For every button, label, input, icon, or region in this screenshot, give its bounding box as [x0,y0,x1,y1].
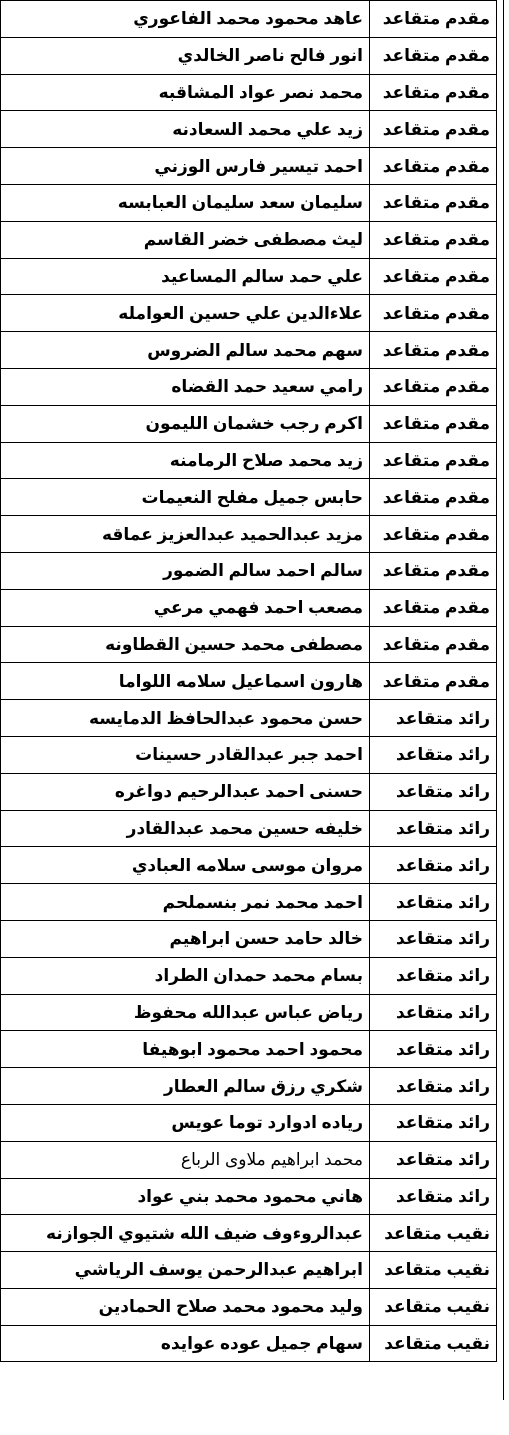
table-row [1,405,497,442]
name-cell: رياده ادوارد توما عويس [1,1104,370,1141]
rank-cell: رائد متقاعد [370,884,497,921]
table-row [1,700,497,737]
name-cell: علاءالدين علي حسين العوامله [1,295,370,332]
rank-cell: مقدم متقاعد [370,258,497,295]
table-row [1,1215,497,1252]
name-cell: خالد حامد حسن ابراهيم [1,920,370,957]
name-cell: محمد نصر عواد المشاقبه [1,74,370,111]
table-row [1,368,497,405]
rank-cell: مقدم متقاعد [370,332,497,369]
rank-cell: مقدم متقاعد [370,1,497,38]
rank-cell: نقيب متقاعد [370,1288,497,1325]
rank-cell: مقدم متقاعد [370,111,497,148]
table-row [1,736,497,773]
rank-cell: مقدم متقاعد [370,184,497,221]
rank-cell: نقيب متقاعد [370,1215,497,1252]
rank-cell: نقيب متقاعد [370,1325,497,1362]
table-row [1,1288,497,1325]
table-row [1,37,497,74]
name-cell: احمد جبر عبدالقادر حسينات [1,736,370,773]
name-cell: خليفه حسين محمد عبدالقادر [1,810,370,847]
rank-cell: رائد متقاعد [370,1068,497,1105]
rank-cell: رائد متقاعد [370,994,497,1031]
name-cell: مصطفى محمد حسين القطاونه [1,626,370,663]
rank-cell: مقدم متقاعد [370,74,497,111]
table-row [1,1178,497,1215]
name-cell: علي حمد سالم المساعيد [1,258,370,295]
table-row [1,552,497,589]
table-row [1,1104,497,1141]
name-cell: سهام جميل عوده عوايده [1,1325,370,1362]
rank-cell: مقدم متقاعد [370,589,497,626]
rank-cell: مقدم متقاعد [370,479,497,516]
name-cell: رياض عباس عبدالله محفوظ [1,994,370,1031]
name-cell: مروان موسى سلامه العبادي [1,847,370,884]
table-row [1,111,497,148]
name-cell: احمد محمد نمر بنسملحم [1,884,370,921]
table-row [1,810,497,847]
name-cell: ليث مصطفى خضر القاسم [1,221,370,258]
rank-cell: مقدم متقاعد [370,626,497,663]
rank-cell: مقدم متقاعد [370,221,497,258]
rank-cell: مقدم متقاعد [370,442,497,479]
table-row [1,663,497,700]
table-row [1,516,497,553]
rank-cell: رائد متقاعد [370,957,497,994]
rank-cell: رائد متقاعد [370,1178,497,1215]
table-row [1,589,497,626]
name-cell: سالم احمد سالم الضمور [1,552,370,589]
rank-cell: رائد متقاعد [370,1031,497,1068]
rank-cell: مقدم متقاعد [370,148,497,185]
name-cell: احمد تيسير فارس الوزني [1,148,370,185]
name-cell: اكرم رجب خشمان الليمون [1,405,370,442]
name-cell: انور فالح ناصر الخالدي [1,37,370,74]
name-cell: حسنى احمد عبدالرحيم دواغره [1,773,370,810]
page-border-line [503,0,504,1400]
table-row [1,626,497,663]
rank-cell: رائد متقاعد [370,773,497,810]
name-cell: بسام محمد حمدان الطراد [1,957,370,994]
rank-cell: مقدم متقاعد [370,405,497,442]
table-row [1,74,497,111]
table-row [1,442,497,479]
rank-cell: مقدم متقاعد [370,368,497,405]
rank-cell: مقدم متقاعد [370,663,497,700]
table-row [1,847,497,884]
table-row [1,332,497,369]
table-row [1,957,497,994]
name-cell: حابس جميل مفلح النعيمات [1,479,370,516]
name-cell: مزيد عبدالحميد عبدالعزيز عماقه [1,516,370,553]
table-row [1,1,497,38]
rank-cell: مقدم متقاعد [370,552,497,589]
name-cell: هاني محمود محمد بني عواد [1,1178,370,1215]
table-row [1,221,497,258]
table-row [1,1141,497,1178]
table-row [1,1031,497,1068]
name-cell: محمد ابراهيم ملاوى الرباع [1,1141,370,1178]
name-cell: هارون اسماعيل سلامه اللواما [1,663,370,700]
name-cell: عاهد محمود محمد الفاعوري [1,1,370,38]
name-cell: عبدالروءوف ضيف الله شتيوي الجوازنه [1,1215,370,1252]
rank-cell: مقدم متقاعد [370,37,497,74]
table-row [1,884,497,921]
table-row [1,258,497,295]
rank-cell: رائد متقاعد [370,1141,497,1178]
table-row [1,1252,497,1289]
rank-cell: رائد متقاعد [370,736,497,773]
name-cell: محمود احمد محمود ابوهيفا [1,1031,370,1068]
name-cell: ابراهيم عبدالرحمن يوسف الرياشي [1,1252,370,1289]
rank-cell: رائد متقاعد [370,920,497,957]
table-row [1,184,497,221]
name-cell: شكري رزق سالم العطار [1,1068,370,1105]
name-cell: رامي سعيد حمد القضاه [1,368,370,405]
table-body [1,1,497,1362]
rank-cell: رائد متقاعد [370,700,497,737]
table-row [1,773,497,810]
rank-cell: مقدم متقاعد [370,516,497,553]
name-cell: حسن محمود عبدالحافظ الدمايسه [1,700,370,737]
table-row [1,994,497,1031]
name-cell: وليد محمود محمد صلاح الحمادين [1,1288,370,1325]
rank-cell: نقيب متقاعد [370,1252,497,1289]
table-row [1,1325,497,1362]
name-cell: مصعب احمد فهمي مرعي [1,589,370,626]
name-cell: زيد محمد صلاح الرمامنه [1,442,370,479]
rank-cell: رائد متقاعد [370,1104,497,1141]
table-row [1,148,497,185]
name-cell: سليمان سعد سليمان العبابسه [1,184,370,221]
rank-cell: مقدم متقاعد [370,295,497,332]
table-row [1,920,497,957]
table-row [1,295,497,332]
table-row [1,1068,497,1105]
rank-cell: رائد متقاعد [370,810,497,847]
table-row [1,479,497,516]
name-cell: سهم محمد سالم الضروس [1,332,370,369]
rank-cell: رائد متقاعد [370,847,497,884]
name-cell: زيد علي محمد السعادنه [1,111,370,148]
